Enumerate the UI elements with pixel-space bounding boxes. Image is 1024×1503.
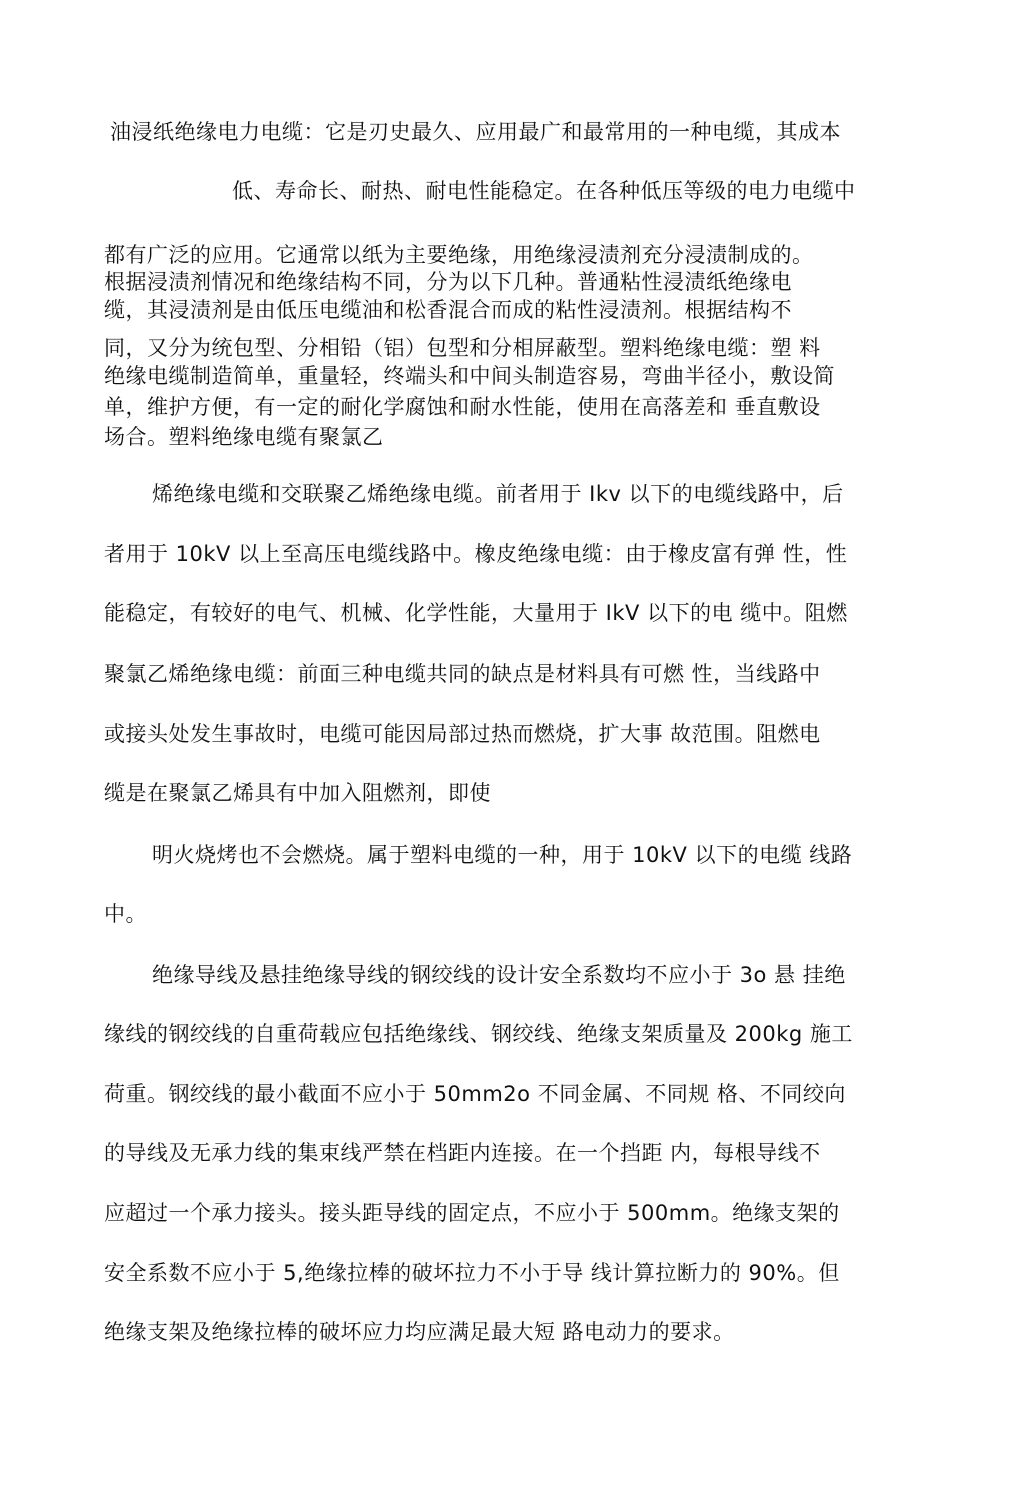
text-line: 根据浸渍剂情况和绝缘结构不同，分为以下几种。普通粘性浸渍纸绝缘电	[104, 270, 792, 294]
text-line: 者用于 10kV 以上至高压电缆线路中。橡皮绝缘电缆：由于橡皮富有弹 性，性	[104, 542, 848, 566]
text-line: 场合。塑料绝缘电缆有聚氯乙	[104, 425, 384, 449]
text-line: 应超过一个承力接头。接头距导线的固定点，不应小于 500mm。绝缘支架的	[104, 1201, 840, 1225]
text-line: 聚氯乙烯绝缘电缆：前面三种电缆共同的缺点是材料具有可燃 性，当线路中	[104, 662, 821, 686]
text-line: 或接头处发生事故时，电缆可能因局部过热而燃烧，扩大事 故范围。阻燃电	[104, 722, 821, 746]
text-line: 绝缘导线及悬挂绝缘导线的钢绞线的设计安全系数均不应小于 3o 悬 挂绝	[152, 963, 846, 987]
text-line: 的导线及无承力线的集束线严禁在档距内连接。在一个挡距 内，每根导线不	[104, 1141, 821, 1165]
text-line: 缆是在聚氯乙烯具有中加入阻燃剂，即使	[104, 781, 491, 805]
text-line: 中。	[104, 902, 147, 926]
text-line: 油浸纸绝缘电力电缆：它是刃史最久、应用最广和最常用的一种电缆，其成本	[110, 120, 841, 144]
text-line: 明火烧烤也不会燃烧。属于塑料电缆的一种，用于 10kV 以下的电缆 线路	[152, 843, 853, 867]
text-line: 烯绝缘电缆和交联聚乙烯绝缘电缆。前者用于 Ikv 以下的电缆线路中，后	[152, 482, 844, 506]
text-line: 荷重。钢绞线的最小截面不应小于 50mm2o 不同金属、不同规 格、不同绞向	[104, 1082, 846, 1106]
text-line: 低、寿命长、耐热、耐电性能稳定。在各种低压等级的电力电缆中	[232, 179, 856, 203]
text-line: 同，又分为统包型、分相铅（铝）包型和分相屏蔽型。塑料绝缘电缆：塑 料	[104, 336, 821, 360]
text-line: 绝缘支架及绝缘拉棒的破坏应力均应满足最大短 路电动力的要求。	[104, 1320, 735, 1344]
text-line: 安全系数不应小于 5,绝缘拉棒的破坏拉力不小于导 线计算拉断力的 90%。但	[104, 1261, 840, 1285]
text-line: 都有广泛的应用。它通常以纸为主要绝缘，用绝缘浸渍剂充分浸渍制成的。	[104, 243, 814, 267]
text-line: 绝缘电缆制造简单，重量轻，终端头和中间头制造容易，弯曲半径小，敷设简	[104, 364, 835, 388]
text-line: 单，维护方便，有一定的耐化学腐蚀和耐水性能，使用在高落差和 垂直敷设	[104, 395, 821, 419]
text-line: 缆，其浸渍剂是由低压电缆油和松香混合而成的粘性浸渍剂。根据结构不	[104, 298, 792, 322]
text-line: 能稳定，有较好的电气、机械、化学性能，大量用于 IkV 以下的电 缆中。阻燃	[104, 601, 848, 625]
text-line: 缘线的钢绞线的自重荷载应包括绝缘线、钢绞线、绝缘支架质量及 200kg 施工	[104, 1022, 853, 1046]
